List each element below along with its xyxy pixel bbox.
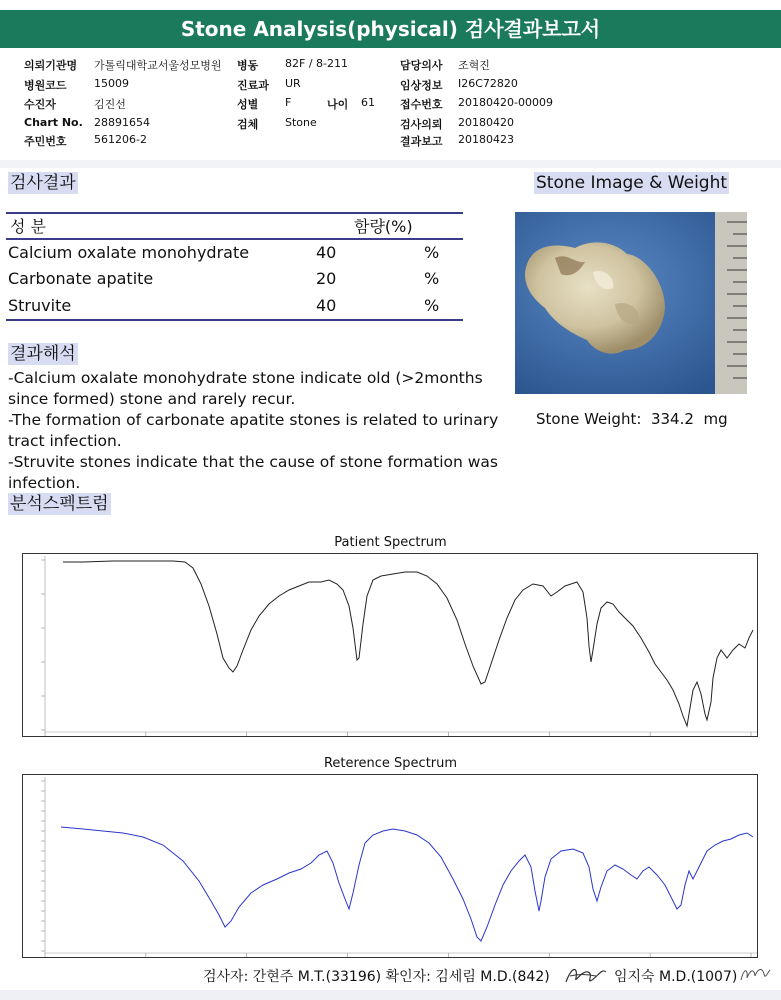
table-rule <box>6 238 463 240</box>
info-value: Stone <box>285 116 317 129</box>
reference-spectrum-title: Reterence Spectrum <box>323 756 458 771</box>
stone-photo-graphic <box>515 212 747 394</box>
info-row <box>24 57 264 71</box>
table-rule <box>6 319 463 321</box>
info-value: 20180423 <box>458 133 514 146</box>
weight-value: 334.2 <box>650 410 694 428</box>
col-amount: 함량(%) <box>354 217 413 236</box>
reference-spectrum-svg <box>23 775 757 957</box>
info-label: 의뢰기관명 <box>24 59 78 72</box>
component-unit: % <box>424 243 440 262</box>
info-row <box>24 133 224 147</box>
handwritten-initials-icon <box>738 962 772 988</box>
interpretation-heading: 결과해석 <box>10 344 76 364</box>
info-row <box>400 116 560 130</box>
info-value: 20180420-00009 <box>458 96 553 109</box>
info-label: 검사의뢰 <box>400 118 443 131</box>
info-value: 561206-2 <box>94 133 147 146</box>
report-title: Stone Analysis(physical) 검사결과보고서 <box>0 10 781 48</box>
component-value: 20 <box>316 269 337 288</box>
info-value: I26C72820 <box>458 77 518 90</box>
weight-unit: mg <box>703 410 728 428</box>
info-label: 검체 <box>237 118 259 131</box>
component-name: Struvite <box>8 296 72 315</box>
info-row <box>400 57 560 71</box>
interpretation-text <box>8 368 503 494</box>
patient-spectrum-chart <box>22 553 758 737</box>
col-component: 성 분 <box>10 217 46 236</box>
signature-footer <box>0 960 781 988</box>
info-label: 성별 <box>237 98 259 111</box>
info-row <box>327 96 397 110</box>
info-value: 가톨릭대학교서울성모병원 <box>94 59 222 72</box>
image-heading: Stone Image & Weight <box>536 173 728 193</box>
component-value: 40 <box>316 243 337 262</box>
info-row <box>24 116 224 130</box>
info-label: 나이 <box>327 98 349 111</box>
info-row <box>400 77 560 91</box>
info-value: F <box>285 96 292 109</box>
info-row <box>237 116 397 130</box>
info-value: UR <box>285 77 301 90</box>
info-label: 담당의사 <box>400 59 443 72</box>
info-label: 결과보고 <box>400 135 443 148</box>
info-value: 20180420 <box>458 116 514 129</box>
info-label: 주민번호 <box>24 135 67 148</box>
info-row <box>24 96 224 110</box>
divider <box>0 160 781 168</box>
info-row <box>400 133 560 147</box>
info-row <box>24 77 224 91</box>
stone-photo <box>515 212 747 394</box>
info-row <box>237 57 397 71</box>
patient-spectrum-line <box>63 561 753 726</box>
stone-weight <box>536 410 728 428</box>
interpretation-line: -The formation of carbonate apatite stones is related to urinary tract infection. <box>8 411 499 450</box>
info-label: 진료과 <box>237 79 269 92</box>
spectrum-heading: 분석스펙트럼 <box>10 494 109 514</box>
results-heading: 검사결과 <box>10 173 76 193</box>
info-row <box>237 77 397 91</box>
physician-signature: 임지숙 M.D.(1007) <box>614 969 738 985</box>
info-label: 임상정보 <box>400 79 443 92</box>
info-value: 61 <box>361 96 375 109</box>
info-label: 병동 <box>237 59 259 72</box>
info-label: Chart No. <box>24 116 83 129</box>
info-label: 수진자 <box>24 98 56 111</box>
handwritten-signature-icon <box>562 962 610 988</box>
patient-spectrum-title: Patient Spectrum <box>334 535 447 550</box>
reference-spectrum-line <box>61 827 753 941</box>
info-row <box>237 96 327 110</box>
info-value: 15009 <box>94 77 129 90</box>
examiner-signature: 검사자: 간현주 M.T.(33196) 확인자: 김세림 M.D.(842) <box>203 969 550 985</box>
info-label: 병원코드 <box>24 79 67 92</box>
component-name: Calcium oxalate monohydrate <box>8 243 250 262</box>
reference-spectrum-chart <box>22 774 758 958</box>
weight-label: Stone Weight: <box>536 410 642 428</box>
info-row <box>400 96 580 110</box>
info-label: 접수번호 <box>400 98 443 111</box>
info-value: 82F / 8-211 <box>285 57 348 70</box>
component-unit: % <box>424 269 440 288</box>
interpretation-line: -Calcium oxalate monohydrate stone indicate old (>2months since formed) stone and rarely recur. <box>8 369 483 408</box>
bottom-strip <box>0 990 781 1000</box>
component-value: 40 <box>316 296 337 315</box>
patient-spectrum-svg <box>23 554 757 736</box>
component-unit: % <box>424 296 440 315</box>
info-value: 김진선 <box>94 98 126 111</box>
component-name: Carbonate apatite <box>8 269 154 288</box>
interpretation-line: -Struvite stones indicate that the cause of stone formation was infection. <box>8 453 499 492</box>
info-value: 28891654 <box>94 116 150 129</box>
info-value: 조혁진 <box>458 59 490 72</box>
